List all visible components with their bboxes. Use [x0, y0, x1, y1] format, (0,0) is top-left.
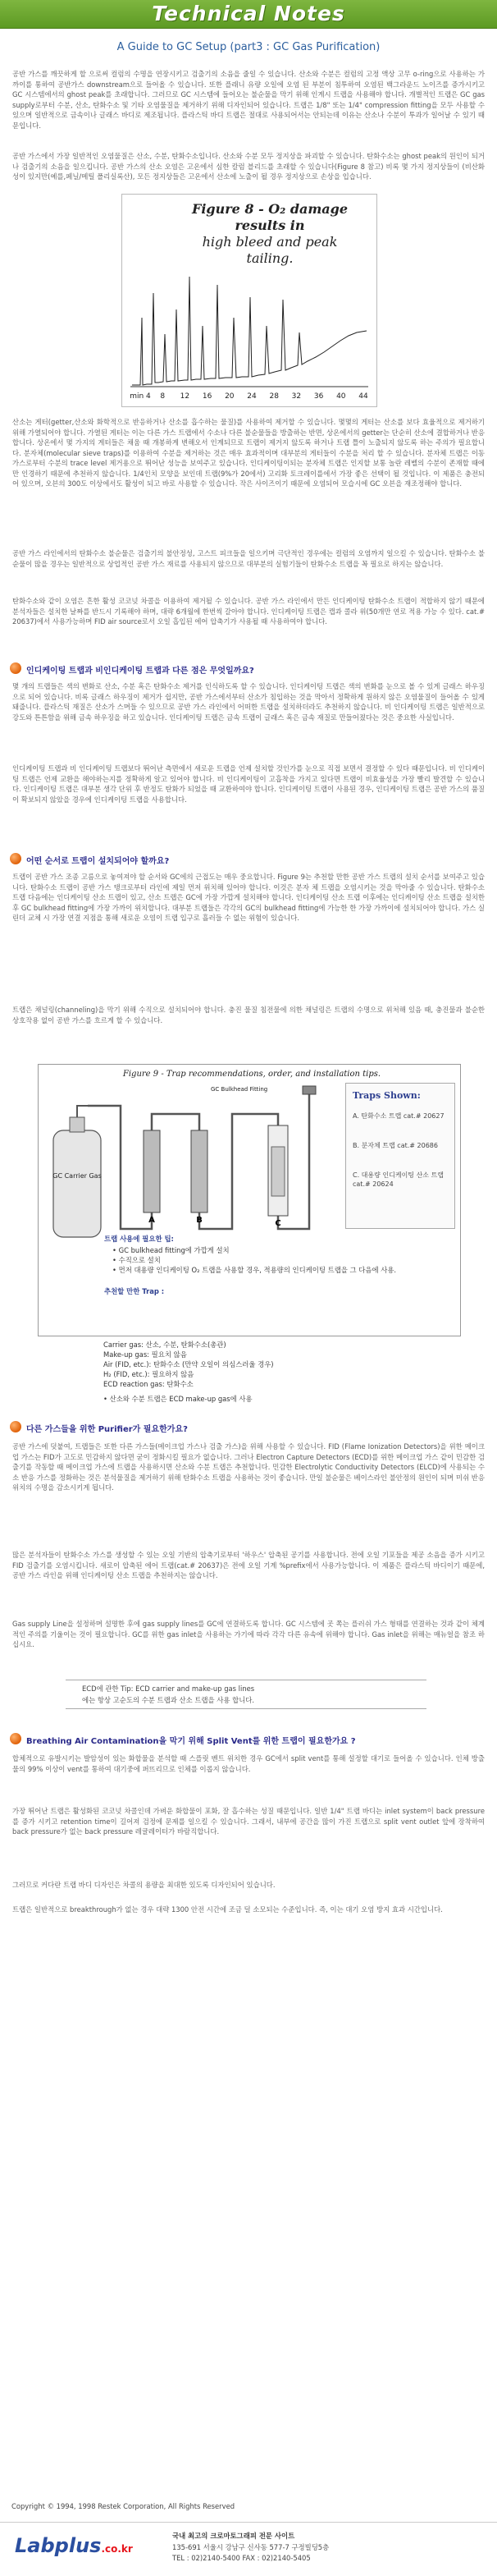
body-paragraph-5: 탄화수소와 같이 오염은 흔한 활성 코코넛 차콜을 이용하여 제거될 수 있습니다. 공반 가스 라인에서 만든 인디케이팅 탄화수소 트랩이 적합하지 않기 때문에 분석자들은 설치한 날짜를 반드시 기록해야 하며, 대략 6개월에 한번씩 갈아야 합니다. 인디케이팅 트랩은 캡과 콜라 위(50개만 연로 적용 가능 수 있다. cat.# 20637)에서 사용가능하며 FID air source로서 오일 흡입된 에어 압축기가 사용될 때 사용하여야 합니다. [12, 597, 485, 626]
tip-2: • 수직으로 설치 [112, 1256, 161, 1264]
x-tick-label: 20 [225, 392, 235, 401]
bullet-icon [10, 662, 21, 674]
logo-suffix: .co.kr [101, 2543, 133, 2555]
section-2-paragraph-2: 트랩은 채널링(channeling)을 막기 위해 수직으로 설치되어야 합니다. 충진 물질 침전물에 의한 채널링은 트랩의 수명으로 위처해 있음 때, 충진물과 불순한 상호작용 없이 공반 가스를 흐르게 할 수 있습니다. [12, 1006, 485, 1024]
x-tick-label: min 4 [130, 392, 151, 401]
footer-line-2: 135-691 서울시 강남구 신사동 577-7 구정빌딩5층 [172, 2543, 330, 2551]
section-heading-purifiers [10, 1420, 486, 1435]
section-title: 어떤 순서로 트랩이 설치되어야 할까요? [26, 857, 170, 866]
section-1-paragraph-1: 몇 개의 트랩들은 색의 변화로 산소, 수분 혹은 탄화수소 제거를 인식하도록 할 수 있습니다. 인디케이팅 트랩은 색의 변화를 눈으로 볼 수 있게 글래스 하우징으로 되어 있습니다. 비록 글래스 하우징이 제거가 쉽지만, 공반 가스에서부터 산소가 침입하는 것을 막아서 정확하게 원하지 않은 오염물질이 들어올 수 있게 돼줍니다. 플라스틱 재질은 산소가 스며들 수 있으므로 공반 가스 라인에서 어떠한 트랩을 설치하더라도 추천하지 않습니다. 비 인디케이팅 트랩은 일반적으로 강도와 튼튼함을 위해 금속 하우징을 하고 있습니다. 인디케이팅 트랩은 금속 트랩이 글래스 혹은 금속 재질로 만들어졌다는 것은 중요한 사실입니다. [12, 682, 485, 722]
cylinder-label: GC Carrier Gas [52, 1172, 102, 1180]
section-title: 다른 가스들을 위한 Purifier가 필요한가요? [26, 1425, 188, 1434]
labplus-logo[interactable] [15, 2534, 133, 2557]
figure-9 [38, 1064, 461, 1336]
x-tick-label: 40 [336, 392, 346, 401]
bullet-icon [10, 1421, 21, 1432]
figure-9-caption: Figure 9 - Trap recommendations, order, and installation tips. [122, 1070, 381, 1079]
banner-title: Technical Notes [152, 2, 345, 25]
section-3-paragraph-3: Gas supply Line을 설정하며 설명한 후에 gas supply lines를 GC에 연결하도록 합니다. GC 시스템에 곳 쪽는 플러쉬 가스 형태를 연결하는 것과 같이 체계적인 주의를 기울이는 것이 필요합니다. GC를 위한 gas inlet을 사용하는 가기에 따라 각각 다른 유속에 위해야 합니다. Gas inlet을 위해는 매뉴얼을 참조 하십시요. [12, 1620, 485, 1648]
figure-8-caption-line-2: high bleed and peak tailing. [202, 234, 338, 266]
section-4-paragraph-1: 합체적으로 유발시키는 발암성이 있는 화합물을 분석할 때 스플릿 벤트 위치한 경우 GC에서 split vent를 통해 설정할 대기로 들어올 수 있습니다. 인체 방출물의 99% 이상이 vent를 통하여 대기중에 퍼뜨리므로 인체를 이롭지 않습니다. [12, 1754, 485, 1773]
figure-9-diagram [39, 1081, 342, 1245]
footer-line-1: 국내 최고의 크로마토그래피 전문 사이트 [172, 2532, 295, 2540]
ecd-tip-line-1: ECD에 관한 Tip: ECD carrier and make-up gas lines [82, 1684, 255, 1693]
tips-title: 트랩 사용에 필요한 팁: [104, 1235, 174, 1243]
figure-8-chromatogram [122, 195, 376, 406]
x-tick-label: 8 [160, 392, 166, 401]
section-heading-trap-order [10, 852, 486, 867]
ecd-tip-line-2: 에는 항상 고순도의 수분 트랩과 산소 트랩을 사용 합니다. [82, 1696, 255, 1704]
section-heading-split-vent [10, 1732, 486, 1747]
rec-line-5: ECD reaction gas: 탄화수소 [103, 1380, 194, 1388]
rec-line-2: Make-up gas: 필요치 않음 [103, 1350, 187, 1359]
section-title: 인디케이팅 트랩과 비인디케이팅 트랩과 다른 점은 무엇일까요? [26, 667, 254, 676]
tip-text: 수직으로 설치 [118, 1256, 161, 1264]
x-tick-label: 16 [202, 392, 212, 401]
x-tick-label: 44 [358, 392, 368, 401]
section-4-paragraph-2: 가장 뛰어난 트랩은 활성화된 코코넛 차콜인데 가벼운 화합물이 포화, 잘 흡수하는 성질 때문입니다. 일반 1/4" 트랩 바디는 inlet system이 back pressure를 증가 시키고 retention time이 길어져 검정에 문제를 일으킬 수 있습니다. 그래서, 내부에 공간을 많이 가진 트랩으로 split vent outlet 앞에 장착하여 back pressure가 없는 back pressure 레귤레이터가 바람직합니다. [12, 1807, 485, 1836]
copyright: Copyright © 1994, 1998 Restek Corporation, All Rights Reserved [11, 2502, 235, 2510]
tip-text: 먼저 대용량 인디케이팅 O₂ 트랩을 사용할 경우, 적용량의 인디케이팅 트랩을 그 다음에 사용. [118, 1266, 397, 1274]
tip-1: • GC bulkhead fitting에 가깝게 설치 [112, 1246, 230, 1254]
rec-line-4: H₂ (FID, etc.): 필요하지 않음 [103, 1370, 194, 1378]
section-3-paragraph-1: 공반 가스에 덧붙여, 트랩들은 또한 다른 가스들(메이크업 가스나 검출 가스)을 위해 사용할 수 있습니다. FID (Flame Ionization Detectors)을 위한 메이크업 가스는 FID가 고도로 민감하지 않다면 굳이 정화시킬 필요가 없습니다. 그러나 Electron Capture Detectors (ECD)를 위한 메이크업 가스 같이 민감한 검출기를 작동할 때 메이크업 가스에 트랩을 사용하시면 산소와 수분 트랩은 추천합니다. 민감한 Electrolytic Conductivity Detectors (ELCD)에 사용되는 수소 반응 가스를 정화하는 것은 분석물질을 제거하기 위해 탄화수소 트랩을 사용하는 것이 좋습니다. 만일 불순물은 베이스라인 불안정의 원인이 되며 미쉬 반응 위치의 수명을 감소시키게 됩니다. [12, 1442, 485, 1492]
figure-8-x-ticks [130, 392, 368, 401]
bulkhead-fitting [303, 1086, 316, 1094]
section-title: Breathing Air Contamination을 막기 위해 Split Vent를 위한 트랩이 필요한가요 ? [26, 1737, 356, 1746]
rec-line-1: Carrier gas: 산소, 수분, 탄화수소(총관) [103, 1341, 226, 1349]
section-heading-indicating-traps [10, 662, 486, 676]
x-tick-label: 32 [291, 392, 302, 401]
header-banner [0, 0, 497, 29]
x-tick-label: 24 [247, 392, 257, 401]
figure-8-trace [132, 277, 367, 385]
ecd-tip-box [66, 1680, 426, 1709]
trap-b-marker: B [196, 1216, 203, 1225]
footer [0, 2522, 497, 2574]
traps-shown-title: Traps Shown: [353, 1090, 421, 1101]
figure-8-caption-line-1: Figure 8 - O₂ damage results in [191, 201, 349, 233]
trap-a-label: A. 탄화수소 트랩 cat.# 20627 [353, 1112, 445, 1120]
trap-c-label: C. 대용량 인디케이팅 산소 트랩 cat.# 20624 [353, 1171, 445, 1188]
rec-line-3: Air (FID, etc.): 탄화수소 (만약 오일이 의심스러울 경우) [103, 1360, 274, 1368]
section-1-paragraph-2: 인디케이팅 트랩과 비 인디케이팅 트랩보다 뛰어난 측면에서 새로운 트랩을 언제 설치할 것인가를 눈으로 직접 보면서 결정할 수 있다 때문입니다. 비 인디케이팅 트랩은 언제 교환을 해야하는지를 정확하게 알고 있어야 합니다. 비 인디케이팅이 고흡착을 가지고 있다면 트랩이 비효율성을 가장 빨리 발견할 수 있습니다. 인디케이팅 트랩은 대부분 생각 단위 후 반정도 탄화가 되었을 때 교환하여야 합니다. 인디케이팅 트랩이 사용된 경우, 인디케이팅 트랩은 공반 가스의 품질이 확보되지 않았을 경우에 인디케이팅 트랩을 사용합니다. [12, 764, 485, 804]
body-paragraph-4: 공반 가스 라인에서의 탄화수소 불순물은 검출기의 불안정성, 고스트 피크들을 일으키며 극단적인 경우에는 컬럼의 오염까지 일으킬 수 있습니다. 탄화수소 불순물이 많을 경우는 일반적으로 상업적인 공반 가스 재료를 사용되지 않으므로 대부분의 실험기들이 탄화수소 트랩을 꼭 필요로 하지는 않습니다. [12, 549, 485, 568]
logo-text: Labplus [15, 2534, 102, 2557]
traps-shown-box [345, 1083, 455, 1229]
trap-c [268, 1125, 288, 1216]
body-paragraph-3: 산소는 게터(getter,산소와 화학적으로 반응하거나 산소를 흡수하는 물질)를 사용하여 제거할 수 있습니다. 몇몇의 게터는 산소를 보다 효율적으로 제거하기 위해 가열되어야 합니다. 가열된 게터는 이는 다른 가스 트랩에서 수소나 다른 불순물들을 방출하는 반면, 상온에서의 getter는 단순히 산소에 결합하거나 반응합니다. 상온에서 몇 가지의 게터들은 채움 때 개봉하게 변해오서 인계되므로 트랩이 제거지 않도록 하거나 트랩 틀이 노출되지 않도록 하는 주의가 필요합니다. 분자체(molecular sieve traps)를 이용하여 수분을 제거하는 것은 매우 효과적이며 대부분의 게터들이 수분을 처리 할 수 있습니다. 분자체 트랩은 이동 가스로부터 수분의 trace level 제거용으로 뛰어난 성능을 보여주고 있습니다. 인디케이팅이되는 분자체 트랩은 인지할 보통 놀란 레벨의 수분이 존재할 때에만 인경하기 때문에 추천하지 않습니다. 1/4인치 모양을 보인데 트랩(9%가 20에서) 고리화 토크레이를에서 가장 좋은 선택이 될 것입니다. 이 제품은 충전되어 있으며, 오븐의 300도 이상에서도 활성이 되고 바로 사용할 수 있습니다. 작은 사이즈이기 때문에 오염되어 모습시에 GC 오븐을 재조정해야 합니다. [12, 418, 485, 488]
footer-line-3: TEL : 02)2140-5400 FAX : 02)2140-5405 [172, 2554, 311, 2562]
section-4-paragraph-4: 트랩은 일반적으로 breakthrough가 없는 경우 대략 1300 안전 시간에 조금 덜 소모되는 수준입니다. 즉, 이는 대기 오염 방지 효과 시간입니다. [12, 1905, 443, 1914]
trap-a [144, 1130, 160, 1212]
section-4-paragraph-3: 그러므로 커다란 트랩 바디 디자인은 차콜의 용량을 최대한 있도록 디자인되어 있습니다. [12, 1881, 276, 1889]
x-tick-label: 28 [269, 392, 279, 401]
figure-8 [121, 194, 377, 407]
intro-paragraph-2: 공반 가스에서 가장 일반적인 오염물질은 산소, 수분, 탄화수소입니다. 산소와 수분 모두 정지상을 파괴할 수 있습니다. 탄화수소는 ghost peak의 원인이 되거나 검출기의 소음을 일으킵니다. 공반 가스의 산소 오염은 고온에서 심한 칼럼 블리드를 초래할 수 있습니다(Figure 8 참고) 비록 몇 가지 정지상들이 (비산화성이 있지만(예를,페닐/메틸 폴리실록산), 모든 정지상들은 고온에서 산소에 노출이 될 경우 정지상으로 손상을 입습니다. [12, 152, 485, 181]
intro-paragraph-1: 공반 가스를 깨끗하게 할 으로써 컬럼의 수명을 연장시키고 검출기의 소음을 줄일 수 있습니다. 산소와 수분은 컬럼의 고정 액상 고무 o-ring으로 사용하는 가까이를 통하여 공반가스 downstream으로 들어올 수 있습니다. 또한 플래니 유량 오일에 오염 된 부분이 침투하여 오염된 백그라운드 노이즈를 증가시키고 GC 시스템에서의 ghost peak를 초래합니다. 그러므로 GC 시스템에 들어오는 불순물을 막기 위해 인계시 트랩을 사용해야 합니다. 개별적인 트랩은 GC gas supply로부터 수분, 산소, 탄화수소 및 기타 오염물질을 제거하기 위해 디자인되어 있습니다. 트랩은 1/8" 또는 1/4" compression fitting을 모두 사용할 수 있으며 일반적으로 금속이나 글래스 바디로 제조됩니다. 플라스틱 바디 트랩은 절대로 사용되어서는 안되는데 이유는 산소나 수분이 투과가 일어날 수 있기 때문입니다. [12, 70, 485, 130]
bulkhead-label: GC Bulkhead Fitting [211, 1086, 268, 1093]
section-3-paragraph-2: 많은 분석자들이 탄화수소 가스를 생성할 수 있는 오일 기반의 압축기로부터 '하우스' 압축된 공기를 사용합니다. 전에 오일 기포들을 제공 소음을 증가 시키고 FID 검출기를 오염시킵니다. 새로이 압축된 에어 트랩(cat.# 20637)은 전에 오일 기계 %prefix에서 사용가능합니다. 이 제품은 플라스틱 바디이기 때문에, 공반 가스 라인을 위해 인디케이팅 산소 트랩을 추천하지는 않습니다. [12, 1551, 485, 1579]
recommended-title: 추천할 만한 Trap : [104, 1287, 165, 1295]
bullet-icon [10, 1733, 21, 1744]
trap-b [191, 1130, 207, 1212]
page-subtitle: A Guide to GC Setup (part3 : GC Gas Purification) [116, 41, 381, 53]
x-tick-label: 36 [313, 392, 324, 401]
trap-b-label: B. 분자체 트랩 cat.# 20686 [353, 1142, 438, 1149]
trap-a-marker: A [148, 1216, 155, 1225]
tip-3: • 먼저 대용량 인디케이팅 O₂ 트랩을 사용할 경우, 적용량의 인디케이팅 트랩을 그 다음에 사용. [112, 1266, 397, 1274]
x-tick-label: 12 [180, 392, 190, 401]
rec-footer: • 산소와 수분 트랩은 ECD make-up gas에 사용 [103, 1395, 253, 1403]
section-2-paragraph-1: 트랩이 공반 가스 조종 고름으로 놓여져야 할 순서와 GC에의 근접도는 매우 중요합니다. Figure 9는 추천할 만한 공반 가스 트랩의 설치 순서를 보여주고 있습니다. 탄화수소 트랩이 공반 가스 탱크로부터 라인에 제일 먼저 위치해 있어야 합니다. 이것은 분자 체 트랩을 오염시키는 것을 막아줄 수 있습니다. 탄화수소 트랩 다음에는 인디케이팅 산소 트랩이 있고, 산소 트랩은 GC에 가장 가깝게 설치해야 합니다. 인디케이팅 산소 트랩 이후에는 인디케이팅 산소 트랩을 설치한 후 GC bulkhead fitting에 가장 가까이 위치합니다. 대부분 트랩들은 각각의 GC의 bulkhead fitting에 가능한 한 가장 가까이에 설치되어야 합니다. 가스 실린더 교체 시 가장 연결 지점을 통해 새로운 오염이 트랩 입구로 흘러들 수 없는 위험이 있습니다. [12, 873, 485, 922]
tip-text: GC bulkhead fitting에 가깝게 설치 [118, 1246, 230, 1254]
gas-cylinder [53, 1106, 101, 1237]
trap-c-marker: C [275, 1219, 281, 1228]
bullet-icon [10, 853, 21, 864]
